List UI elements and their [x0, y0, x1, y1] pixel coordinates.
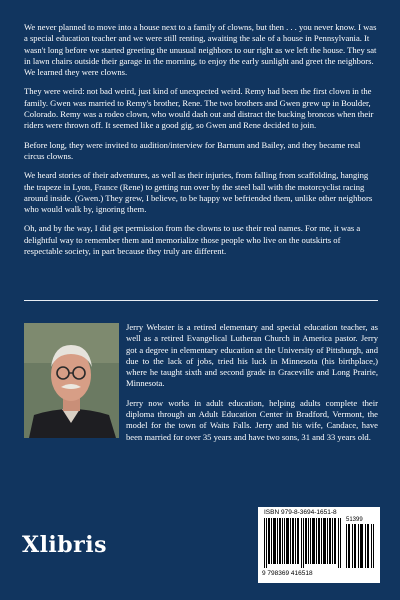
bio-paragraph: Jerry now works in adult education, helping adults complete their diploma through an Adult Education Center in Bradford, Vermont, the model for the town of Waits Falls. Jerry and his wife, Candace, have been married for over 35 years and have two sons, 31 and 33 years old.	[126, 397, 378, 442]
barcode-bars	[264, 518, 342, 568]
ean-digits: 9 798369 416518	[262, 570, 313, 577]
price-addon-label: 51399	[346, 517, 363, 523]
publisher-logo: Xlibris	[22, 532, 108, 558]
author-bio	[24, 322, 378, 451]
blurb-paragraph: They were weird: not bad weird, just kind of unexpected weird. Remy had been the first clown in the family. Gwen was married to Remy's brother, Rene. The two brothers and Gwen grew up in Boulder, Colorado. Remy was a rodeo clown, who would dash out and distract the bucking broncos when their riders were thrown off. It seemed like a good gig, so Gwen and Rene decided to join.	[24, 86, 374, 131]
bio-paragraph: Jerry Webster is a retired elementary and special education teacher, as well as a retired Evangelical Lutheran Church in America pastor. Jerry got a degree in elementary education at the University of Pittsburgh, and due to the lack of jobs, tried his luck in Minnesota (his birthplace,) where he taught sixth and second grade in Graceville and Long Prairie, Minnesota.	[126, 322, 378, 389]
blurb-paragraph: Oh, and by the way, I did get permission from the clowns to use their real names. For me, it was a delightful way to remember them and memorialize those people who live on the outskirts of respectable society, in part because they truly are different.	[24, 223, 361, 257]
blurb-paragraph: We never planned to move into a house next to a family of clowns, but then . . . you never know. I was a special education teacher and we were still renting, awaiting the sale of a house in Pennsylvania. It wasn't long before we started greeting the unusual neighbors to our right as we left the house. They sat in lawn chairs outside their garage in the morning, to enjoy the early sunlight and greet the neighbors. We learned they were clowns.	[24, 22, 377, 78]
blurb-paragraph: We heard stories of their adventures, as well as their injuries, from falling from scaffolding, hanging the trapeze in Lyon, France (Rene) to getting run over by the steel ball with the motorcyclist racing around inside. (Gwen.) They grew, I believe, to be happy we befriended them, unlike other neighbors who would walk by, ignoring them.	[24, 170, 373, 215]
addon-barcode-bars	[346, 524, 374, 568]
isbn-barcode	[258, 507, 380, 583]
blurb-paragraph: Before long, they were invited to audition/interview for Barnum and Bailey, and they became real circus clowns.	[24, 139, 361, 161]
back-cover-blurb	[24, 22, 378, 265]
divider	[24, 300, 378, 301]
isbn-label: ISBN 979-8-3694-1651-8	[264, 509, 337, 516]
